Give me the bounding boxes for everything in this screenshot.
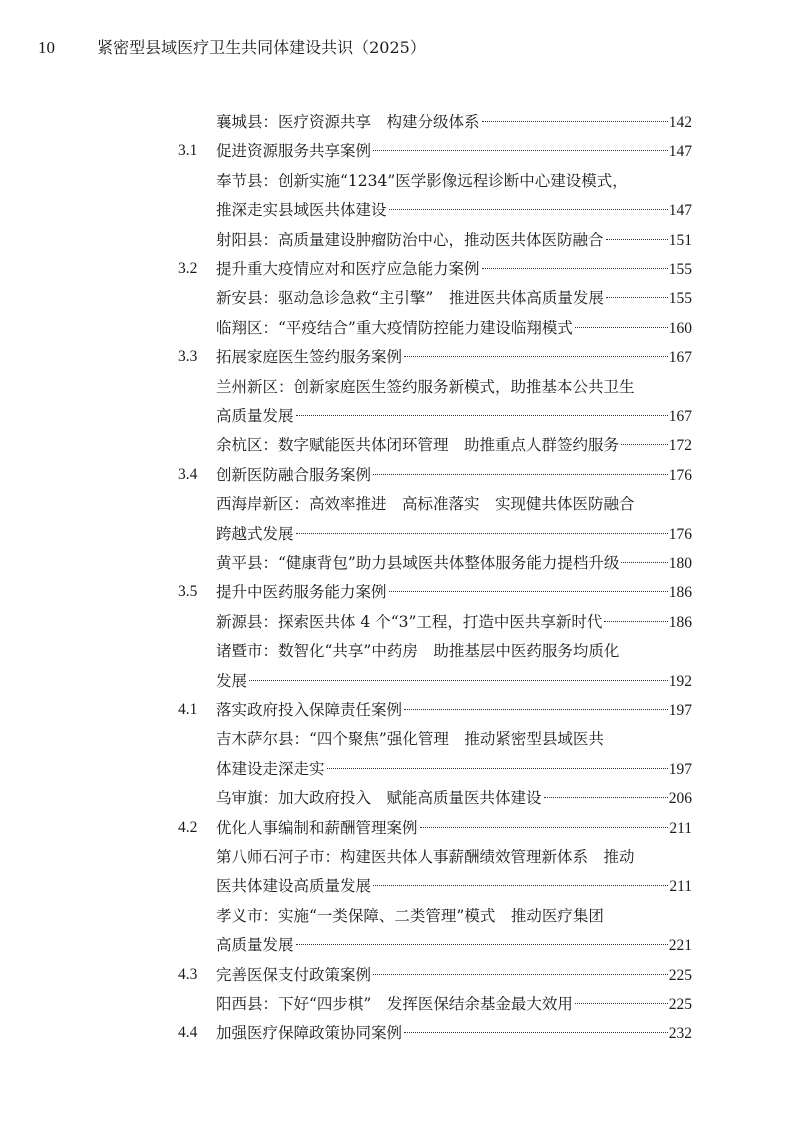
toc-page-number: 180 <box>668 555 692 572</box>
toc-leader-dots <box>482 121 668 122</box>
toc-leader-dots <box>389 591 668 592</box>
toc-entry-title: 优化人事编制和薪酬管理案例 <box>216 818 418 837</box>
toc-entry-title: 射阳县：高质量建设肿瘤防治中心，推动医共体医防融合 <box>216 230 604 249</box>
toc-entry-title: 发展 <box>216 671 248 690</box>
toc-case-entry <box>216 872 692 900</box>
toc-section-entry <box>178 255 692 283</box>
toc-entry-title: 提升中医药服务能力案例 <box>216 583 387 602</box>
toc-page-number: 160 <box>668 319 692 337</box>
toc-section-entry <box>178 578 692 606</box>
toc-section-entry <box>178 461 692 489</box>
toc-case-entry <box>216 784 692 812</box>
toc-case-entry <box>216 755 692 783</box>
toc-page-number: 167 <box>668 349 692 367</box>
toc-leader-dots <box>373 885 668 886</box>
toc-case-entry <box>216 637 619 665</box>
toc-entry-title: 创新医防融合服务案例 <box>216 465 372 484</box>
toc-page-number: 172 <box>668 437 692 455</box>
toc-entry-title: 拓展家庭医生签约服务案例 <box>216 348 403 367</box>
toc-entry-title: 余杭区：数字赋能医共体闭环管理 助推重点人群签约服务 <box>216 436 620 455</box>
toc-leader-dots <box>327 768 668 769</box>
toc-page-number: 211 <box>669 878 692 896</box>
toc-leader-dots <box>373 150 668 151</box>
toc-leader-dots <box>404 709 668 710</box>
toc-entry-title: 襄城县：医疗资源共享 构建分级体系 <box>216 113 480 131</box>
toc-leader-dots <box>296 533 668 534</box>
toc-case-entry <box>216 431 692 459</box>
toc-section-number: 3.1 <box>178 142 198 160</box>
toc-page-number: 206 <box>668 790 692 808</box>
toc-leader-dots <box>296 944 668 945</box>
toc-entry-title: 提升重大疫情应对和医疗应急能力案例 <box>216 260 480 278</box>
toc-page-number: 142 <box>668 114 692 131</box>
toc-leader-dots <box>606 297 668 298</box>
toc-leader-dots <box>606 239 668 240</box>
toc-page-number: 176 <box>668 466 692 484</box>
toc-case-entry <box>216 931 692 959</box>
toc-entry-title: 加强医疗保障政策协同案例 <box>216 1024 403 1043</box>
toc-case-entry <box>216 843 635 871</box>
toc-page-number: 151 <box>668 231 692 249</box>
toc-entry-title: 体建设走深走实 <box>216 759 325 778</box>
running-header <box>38 36 760 60</box>
toc-case-entry <box>216 549 692 577</box>
toc-page-number: 221 <box>668 937 692 955</box>
toc-entry-title: 阳西县：下好“四步棋” 发挥医保结余基金最大效用 <box>216 995 573 1013</box>
toc-section-number: 4.3 <box>178 965 198 983</box>
toc-case-entry <box>216 520 692 548</box>
toc-leader-dots <box>389 209 668 210</box>
toc-entry-title: 落实政府投入保障责任案例 <box>216 701 403 719</box>
toc-page-number: 176 <box>668 525 692 543</box>
toc-page-number: 186 <box>668 613 692 631</box>
toc-page-number: 147 <box>668 143 692 161</box>
toc-case-entry <box>216 902 604 930</box>
toc-case-entry <box>216 402 692 430</box>
toc-leader-dots <box>373 974 668 975</box>
toc-section-number: 3.3 <box>178 348 198 366</box>
toc-entry-title: 孝义市：实施“一类保障、二类管理”模式 推动医疗集团 <box>216 906 604 925</box>
page-number: 10 <box>38 38 55 57</box>
book-title: 紧密型县域医疗卫生共同体建设共识（2025） <box>97 38 426 57</box>
toc-leader-dots <box>420 827 669 828</box>
toc-page-number: 155 <box>668 290 692 308</box>
toc-page-number: 197 <box>668 702 692 719</box>
toc-section-entry <box>178 343 692 371</box>
toc-case-entry <box>216 608 692 636</box>
toc-page-number: 192 <box>668 672 692 690</box>
toc-section-entry <box>178 961 692 989</box>
toc-entry-title: 推深走实县域医共体建设 <box>216 201 387 220</box>
toc-entry-title: 兰州新区：创新家庭医生签约服务新模式，助推基本公共卫生 <box>216 377 635 396</box>
toc-leader-dots <box>373 474 668 475</box>
toc-entry-title: 吉木萨尔县：“四个聚焦”强化管理 推动紧密型县域医共 <box>216 730 604 749</box>
toc-case-entry <box>216 373 635 401</box>
toc-leader-dots <box>296 415 668 416</box>
toc-leader-dots <box>249 680 668 681</box>
toc-page-number: 225 <box>668 966 692 984</box>
toc-case-entry <box>216 490 635 518</box>
toc-section-number: 3.5 <box>178 583 198 601</box>
toc-section-entry <box>178 814 692 842</box>
toc-entry-title: 高质量发展 <box>216 407 294 425</box>
toc-section-number: 4.2 <box>178 818 198 836</box>
toc-case-entry <box>216 284 692 312</box>
toc-leader-dots <box>404 356 668 357</box>
toc-entry-title: 奉节县：创新实施“1234”医学影像远程诊断中心建设模式， <box>216 171 628 190</box>
toc-page-number: 232 <box>668 1025 692 1043</box>
toc-leader-dots <box>575 1003 668 1004</box>
toc-entry-title: 完善医保支付政策案例 <box>216 965 372 984</box>
toc-case-entry <box>216 667 692 695</box>
toc-section-number: 4.4 <box>178 1024 198 1042</box>
toc-page-number: 167 <box>668 408 692 425</box>
toc-leader-dots <box>544 797 668 798</box>
toc-leader-dots <box>482 268 668 269</box>
toc-section-number: 4.1 <box>178 701 198 718</box>
toc-entry-title: 跨越式发展 <box>216 524 294 543</box>
toc-page-number: 147 <box>668 202 692 220</box>
toc-entry-title: 医共体建设高质量发展 <box>216 877 372 896</box>
toc-case-entry <box>216 108 692 136</box>
toc-section-number: 3.2 <box>178 260 198 277</box>
toc-entry-title: 高质量发展 <box>216 936 294 955</box>
toc-section-entry <box>178 137 692 165</box>
toc-section-number: 3.4 <box>178 465 198 483</box>
toc-page-number: 211 <box>669 819 692 837</box>
toc-leader-dots <box>621 444 668 445</box>
toc-entry-title: 临翔区：“平疫结合”重大疫情防控能力建设临翔模式 <box>216 318 573 337</box>
toc-section-entry <box>178 696 692 724</box>
toc-case-entry <box>216 314 692 342</box>
toc-leader-dots <box>575 327 668 328</box>
toc-leader-dots <box>604 621 667 622</box>
toc-case-entry <box>216 990 692 1018</box>
toc-entry-title: 诸暨市：数智化“共享”中药房 助推基层中医药服务均质化 <box>216 642 620 661</box>
toc-case-entry <box>216 725 604 753</box>
toc-leader-dots <box>621 562 667 563</box>
toc-entry-title: 新源县：探索医共体 4 个“3”工程，打造中医共享新时代 <box>216 612 603 631</box>
toc-leader-dots <box>404 1032 668 1033</box>
toc-entry-title: 新安县：驱动急诊急救“主引擎” 推进医共体高质量发展 <box>216 289 604 308</box>
toc-page-number: 186 <box>668 584 692 602</box>
toc-section-entry <box>178 1019 692 1047</box>
toc-entry-title: 乌审旗：加大政府投入 赋能高质量医共体建设 <box>216 789 542 808</box>
toc-page-number: 155 <box>668 261 692 278</box>
toc-entry-title: 西海岸新区：高效率推进 高标准落实 实现健共体医防融合 <box>216 495 635 514</box>
toc-entry-title: 促进资源服务共享案例 <box>216 142 372 161</box>
toc-case-entry <box>216 226 692 254</box>
toc-entry-title: 第八师石河子市：构建医共体人事薪酬绩效管理新体系 推动 <box>216 848 635 866</box>
toc-page-number: 197 <box>668 760 692 778</box>
toc-case-entry <box>216 167 628 195</box>
toc-case-entry <box>216 196 692 224</box>
toc-entry-title: 黄平县：“健康背包”助力县域医共体整体服务能力提档升级 <box>216 554 620 572</box>
toc-page-number: 225 <box>668 996 692 1013</box>
